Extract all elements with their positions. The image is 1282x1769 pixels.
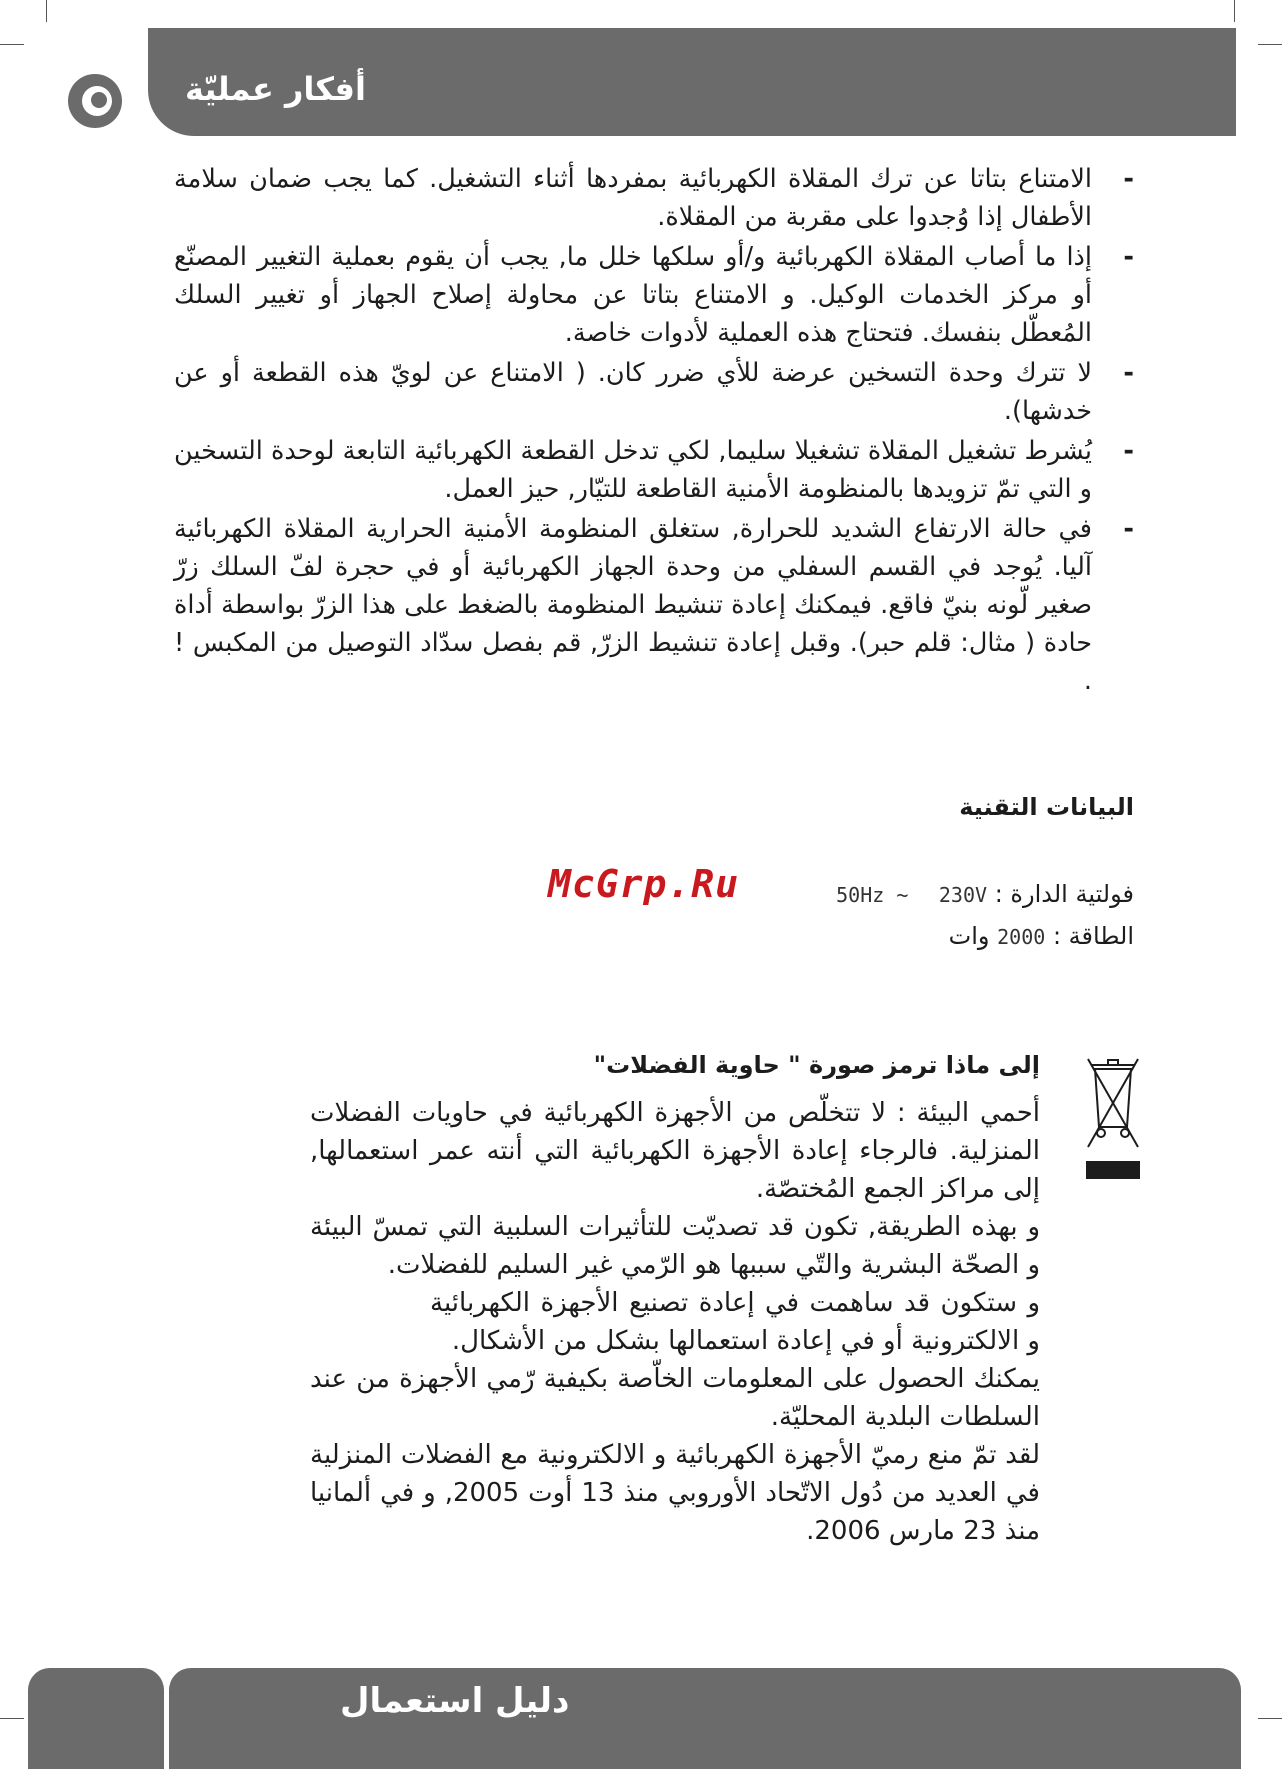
bullet-dash: - <box>1123 436 1134 466</box>
list-item <box>174 160 1134 236</box>
bullet-dash: - <box>1123 358 1134 388</box>
footer-tab <box>28 1668 164 1769</box>
voltage-label: فولتية الدارة : <box>994 880 1134 908</box>
list-item <box>174 354 1134 430</box>
recycle-title: إلى ماذا ترمز صورة " حاوية الفضلات" <box>593 1051 1040 1079</box>
bullet-dash: - <box>1123 514 1134 544</box>
bullet-text: يُشرط تشغيل المقلاة تشغيلا سليما, لكي تدخل القطعة الكهربائية التابعة لوحدة التسخين و التي تمّ تزويدها بالمنظومة الأمنية القاطعة للتيّار, حيز العمل. <box>174 436 1092 504</box>
recycle-paragraph: أحمي البيئة : لا تتخلّص من الأجهزة الكهربائية في حاويات الفضلات المنزلية. فالرجاء إعادة الأجهزة الكهربائية التي أنته عمر استعمالها, إلى مراكز الجمع المُختصّة. <box>310 1098 1040 1204</box>
list-item <box>174 510 1134 700</box>
frequency-value: 50Hz ~ <box>836 883 909 907</box>
recycle-paragraph: و بهذه الطريقة, تكون قد تصديّت للتأثيرات السلبية التي تمسّ البيئة و الصحّة البشرية والتّي سببها هو الرّمي غير السليم للفضلات. <box>310 1212 1040 1280</box>
crop-mark <box>1234 0 1235 22</box>
technical-data-title: البيانات التقنية <box>959 793 1134 821</box>
crop-mark <box>0 44 24 45</box>
power-unit: وات <box>948 922 990 950</box>
list-item <box>174 238 1134 352</box>
crop-mark <box>1258 1718 1282 1719</box>
power-label: الطاقة : <box>1052 922 1134 950</box>
voltage-spec <box>836 880 1134 908</box>
power-spec <box>949 922 1134 950</box>
crop-mark <box>46 0 47 22</box>
watermark: McGrp.Ru <box>548 862 740 906</box>
crossed-bin-icon <box>1086 1057 1140 1181</box>
bullet-dash: - <box>1123 164 1134 194</box>
recycle-text <box>310 1094 1040 1550</box>
safety-tips-list <box>174 160 1134 702</box>
crop-mark <box>1258 44 1282 45</box>
list-item <box>174 432 1134 508</box>
bullet-text: لا تترك وحدة التسخين عرضة للأي ضرر كان. ( الامتناع عن لويّ هذه القطعة أو عن خدشها). <box>174 358 1092 426</box>
footer-bar <box>169 1668 1241 1769</box>
bullet-text: في حالة الارتفاع الشديد للحرارة, ستغلق المنظومة الأمنية الحرارية المقلاة الكهربائية آليا. يُوجد في القسم السفلي من وحدة الجهاز الكهربائية أو في حجرة لفّ السلك زرّ صغير لّونه بنيّ فاقع. فيمكنك إعادة تنشيط المنظومة بالضغط على هذا الزرّ بواسطة أداة حادة ( مثال: قلم حبر). وقبل إعادة تنشيط الزرّ, قم بفصل سدّاد التوصيل من المكبس ! . <box>174 514 1092 696</box>
bullet-text: الامتناع بتاتا عن ترك المقلاة الكهربائية بمفردها أثناء التشغيل. كما يجب ضمان سلامة الأطفال إذا وُجدوا على مقربة من المقلاة. <box>174 164 1092 232</box>
bullet-dash: - <box>1123 242 1134 272</box>
recycle-paragraph: يمكنك الحصول على المعلومات الخاّصة بكيفية رّمي الأجهزة من عند السلطات البلدية المحليّة. <box>310 1364 1040 1432</box>
recycle-paragraph: لقد تمّ منع رميّ الأجهزة الكهربائية و الالكترونية مع الفضلات المنزلية في العديد من دُول الاتّحاد الأوروبي منذ 13 أوت 2005, و في ألمانيا منذ 23 مارس 2006. <box>310 1440 1040 1546</box>
power-value: 2000 <box>997 925 1046 949</box>
page-title: أفكار عمليّة <box>185 70 366 108</box>
recycle-paragraph: و ستكون قد ساهمت في إعادة تصنيع الأجهزة الكهربائية و الالكترونية أو في إعادة استعمالها بشكل من الأشكال. <box>430 1288 1040 1356</box>
bullet-text: إذا ما أصاب المقلاة الكهربائية و/أو سلكها خلل ما, يجب أن يقوم بعملية التغيير المصنّع أو مركز الخدمات الوكيل. و الامتناع بتاتا عن محاولة إصلاح الجهاز أو تغيير السلك المُعطّل بنفسك. فتحتاج هذه العملية لأدوات خاصة. <box>174 242 1092 348</box>
crop-mark <box>0 1718 24 1719</box>
footer-title: دليل استعمال <box>340 1681 570 1721</box>
brand-logo-icon <box>62 66 132 132</box>
voltage-value: 230V <box>938 883 988 907</box>
